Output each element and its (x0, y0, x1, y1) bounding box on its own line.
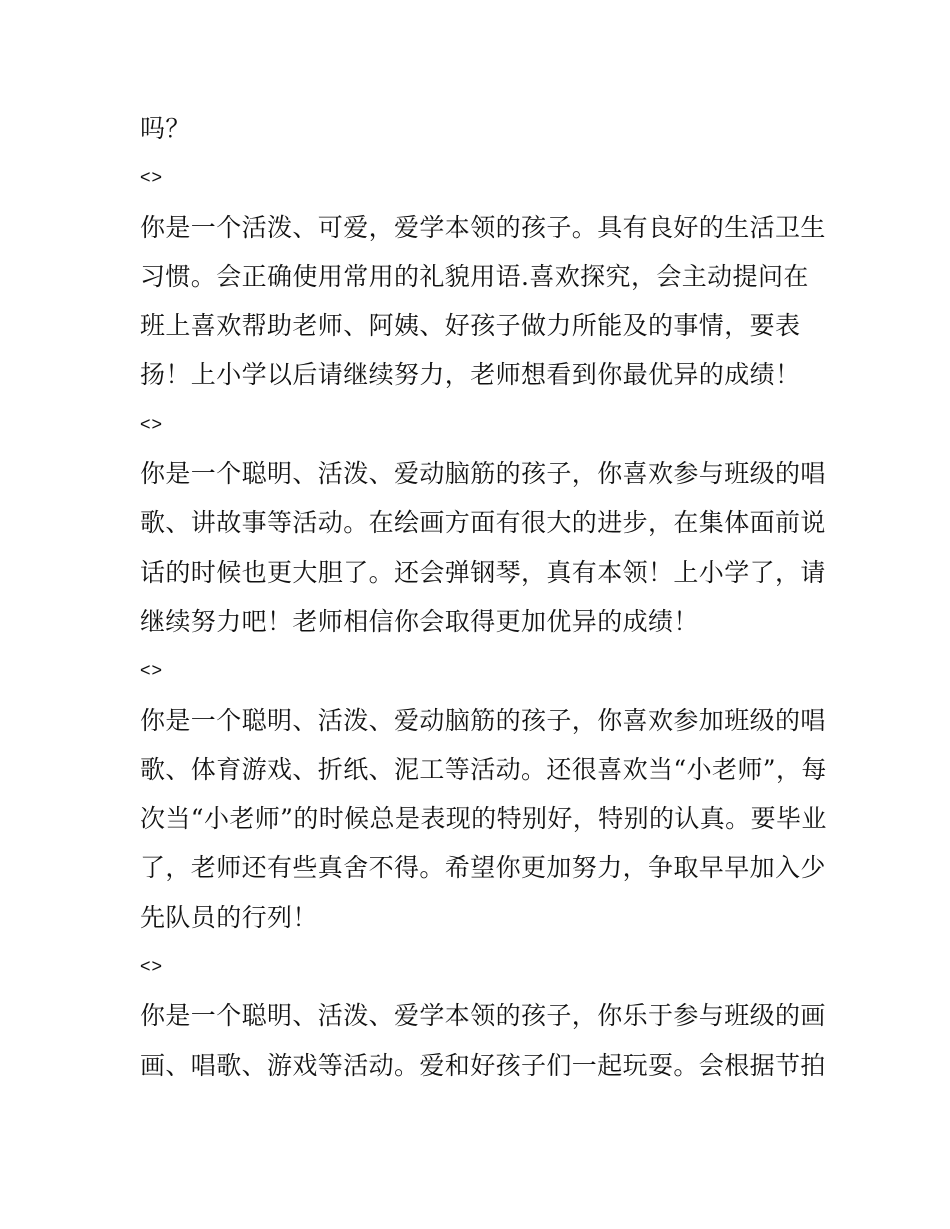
separator-marker: <> (140, 660, 164, 681)
text-line: 班上喜欢帮助老师、阿姨、好孩子做力所能及的事情，要表 (140, 311, 801, 341)
separator-marker: <> (140, 956, 164, 977)
text-line: 歌、体育游戏、折纸、泥工等活动。还很喜欢当“小老师”，每 (140, 754, 827, 784)
text-line: 扬！上小学以后请继续努力，老师想看到你最优异的成绩！ (140, 360, 801, 390)
text-line: 习惯。会正确使用常用的礼貌用语.喜欢探究，会主动提问在 (140, 261, 809, 291)
text-line: 画、唱歌、游戏等活动。爱和好孩子们一起玩耍。会根据节拍 (140, 1050, 826, 1080)
text-line: 你是一个聪明、活泼、爱学本领的孩子，你乐于参与班级的画 (140, 1001, 826, 1031)
text-line: 次当“小老师”的时候总是表现的特别好，特别的认真。要毕业 (140, 804, 827, 834)
separator-marker: <> (140, 167, 164, 188)
text-line: 了，老师还有些真舍不得。希望你更加努力，争取早早加入少 (140, 853, 826, 883)
text-line: 先队员的行列！ (140, 902, 318, 932)
text-line: 歌、讲故事等活动。在绘画方面有很大的进步，在集体面前说 (140, 508, 826, 538)
text-line: 吗？ (140, 114, 191, 143)
document-body (140, 104, 827, 1090)
text-line: 你是一个聪明、活泼、爱动脑筋的孩子，你喜欢参与班级的唱 (140, 459, 826, 489)
text-line: 继续努力吧！老师相信你会取得更加优异的成绩！ (140, 606, 699, 636)
text-line: 你是一个聪明、活泼、爱动脑筋的孩子，你喜欢参加班级的唱 (140, 705, 826, 735)
separator-marker: <> (140, 413, 164, 434)
text-line: 你是一个活泼、可爱，爱学本领的孩子。具有良好的生活卫生 (140, 212, 826, 242)
text-line: 话的时候也更大胆了。还会弹钢琴，真有本领！上小学了，请 (140, 557, 826, 587)
